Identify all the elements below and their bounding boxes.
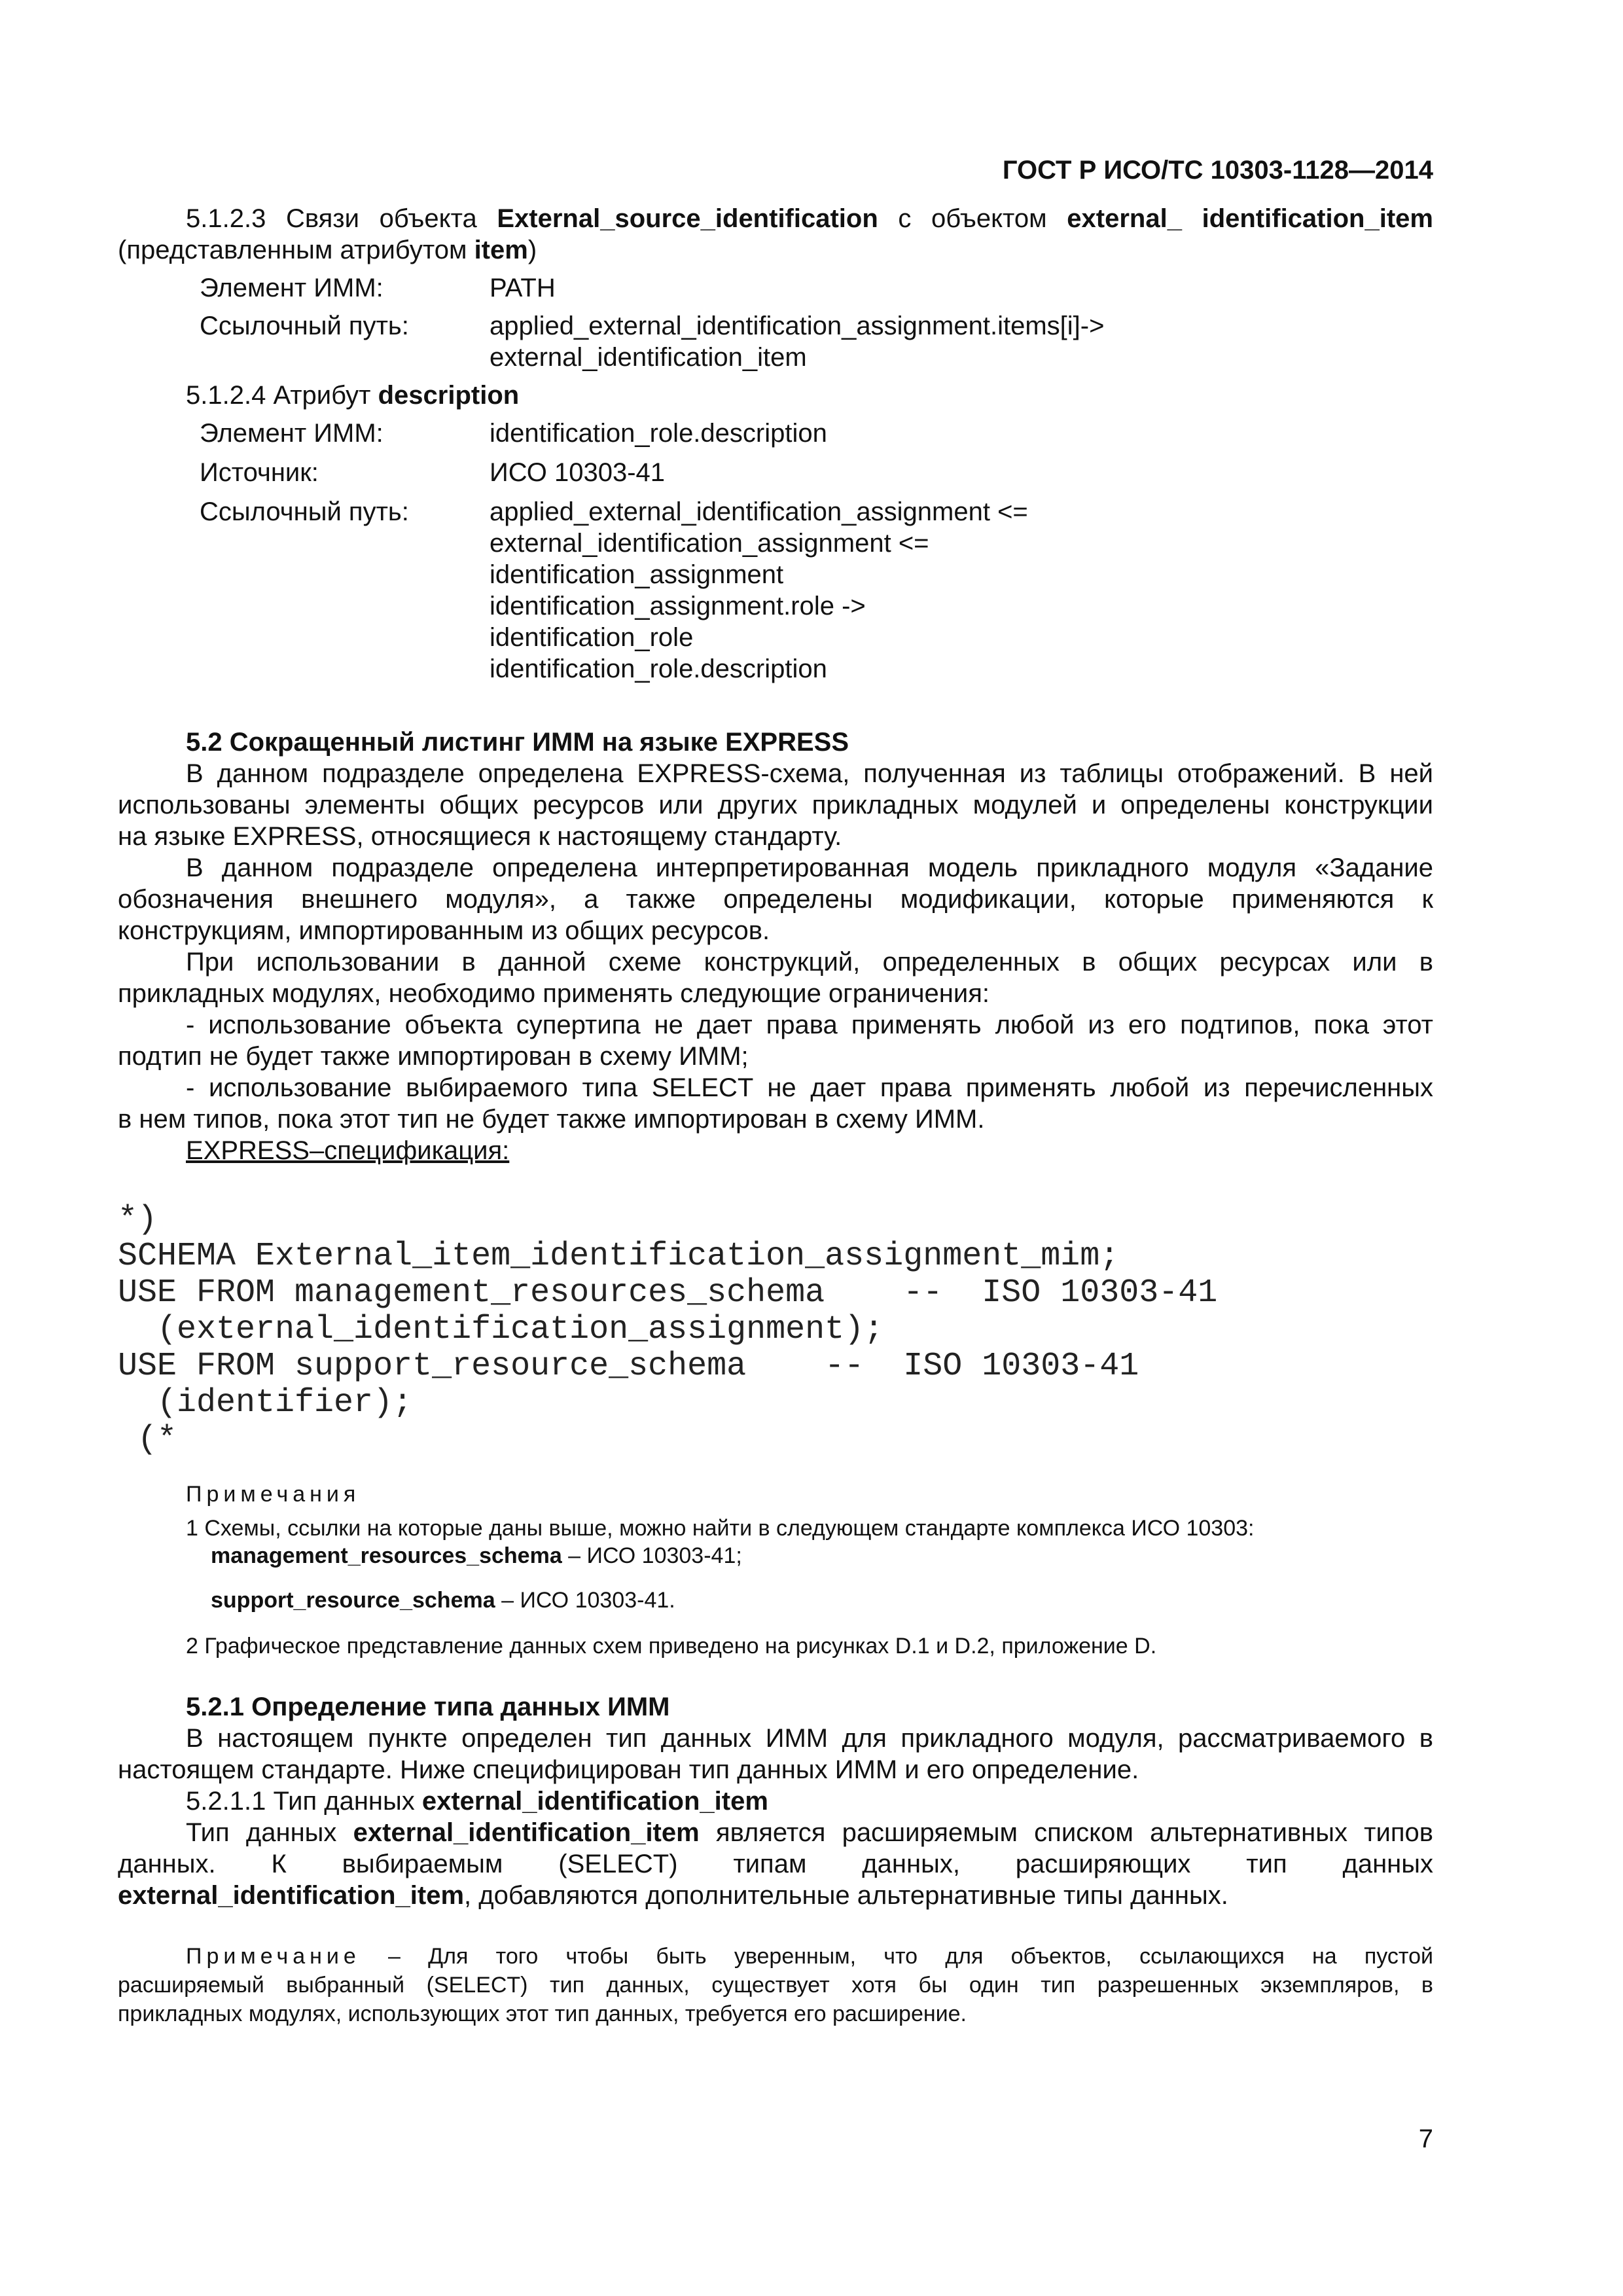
note-1-ref-1 [211,1542,742,1570]
code-line: (* [118,1421,177,1458]
mapping-label: Ссылочный путь: [200,312,409,340]
paragraph-line: использованы элементы общих ресурсов или других прикладных модулей и определены конструкции [118,791,1433,819]
section-5-2-1-heading: 5.2.1 Определение типа данных ИММ [186,1693,670,1721]
code-line: USE FROM management_resources_schema -- ISO 10303-41 [118,1274,1218,1312]
section-5-1-2-3-line2 [118,234,537,266]
paragraph-line: прикладных модулях, необходимо применять следующие ограничения: [118,979,990,1008]
paragraph-line: на языке EXPRESS, относящиеся к настоящему стандарту. [118,822,842,851]
text: , добавляются дополнительные альтернативные типы данных. [464,1881,1228,1910]
paragraph-line: В данном подразделе определена EXPRESS-схема, полученная из таблицы отображений. В ней [186,759,1433,788]
mapping-value: PATH [490,274,556,302]
document-header: ГОСТ Р ИСО/ТС 10303-1128—2014 [1002,156,1433,185]
attr-name: item [474,236,528,264]
final-note-line: прикладных модулях, использующих этот тип данных, требуется его расширение. [118,2001,967,2026]
mapping-label: Элемент ИММ: [200,419,383,448]
attr-prefix: (представленным атрибутом [118,236,474,264]
list-item: - использование объекта супертипа не дает права применять любой из его подтипов, пока этот [186,1011,1433,1039]
note-text: – Для того чтобы быть уверенным, что для объектов, ссылающихся на пустой [388,1944,1433,1969]
note-1: 1 Схемы, ссылки на которые даны выше, можно найти в следующем стандарте комплекса ИСО 10303: [186,1516,1255,1541]
list-item: в нем типов, пока этот тип не будет также импортирован в схему ИММ. [118,1105,985,1134]
paragraph-line: В настоящем пункте определен тип данных ИММ для прикладного модуля, рассматриваемого в [186,1724,1433,1753]
schema-name: support_resource_schema [211,1588,495,1613]
mapping-value: identification_assignment [490,560,784,589]
final-note-line: расширяемый выбранный (SELECT) тип данных, существует хотя бы один тип разрешенных экземпляров, в [118,1973,1433,1998]
page-number: 7 [1418,2125,1433,2153]
mapping-value: ИСО 10303-41 [490,458,666,487]
final-note-line [118,1943,1433,1970]
mapping-label: Элемент ИММ: [200,274,383,302]
section-5-1-2-4-title [186,380,519,411]
list-item: - использование выбираемого типа SELECT не дает права применять любой из перечисленных [186,1073,1433,1102]
note-label: Примечание [186,1944,361,1969]
code-line: (identifier); [118,1384,413,1422]
mapping-value: external_identification_assignment <= [490,529,929,558]
paragraph-line: обозначения внешнего модуля», а также определены модификации, которые применяются к [118,885,1433,914]
section-number: 5.1.2.3 Связи объекта [186,204,477,233]
type-name: external_identification_item [118,1881,465,1910]
type-name: external_identification_item [353,1818,700,1847]
paragraph-line: данных. К выбираемым (SELECT) типам данных, расширяющих тип данных [118,1850,1433,1878]
mapping-value: applied_external_identification_assignment.items[i]-> [490,312,1105,340]
code-line: SCHEMA External_item_identification_assignment_mim; [118,1238,1120,1275]
note-2: 2 Графическое представление данных схем приведено на рисунках D.1 и D.2, приложение D. [186,1634,1157,1659]
notes-title: Примечания [186,1482,361,1507]
section-5-2-heading: 5.2 Сокращенный листинг ИММ на языке EXPRESS [186,728,849,757]
code-line: USE FROM support_resource_schema -- ISO 10303-41 [118,1348,1139,1385]
schema-ref: – ИСО 10303-41. [495,1588,675,1613]
section-number: 5.2.1.1 Тип данных [186,1787,422,1816]
note-1-ref-2 [211,1587,675,1614]
type-name: external_identification_item [421,1787,768,1816]
section-5-1-2-3-title [118,203,1433,234]
mapping-value: identification_assignment.role -> [490,592,866,620]
paragraph-line [118,1817,1433,1848]
paragraph-line [118,1880,1228,1911]
paragraph-line: конструкциям, импортированным из общих ресурсов. [118,916,770,945]
mapping-label: Источник: [200,458,319,487]
object-name: External_source_identification [497,204,878,233]
attribute-name: description [378,381,520,410]
schema-name: management_resources_schema [211,1543,562,1568]
text: является расширяемым списком альтернативных типов [699,1818,1434,1847]
mapping-value: applied_external_identification_assignment <= [490,497,1028,526]
paragraph-line: При использовании в данной схеме конструкций, определенных в общих ресурсах или в [186,948,1433,977]
section-5-2-1-1-title [186,1785,768,1817]
text: Тип данных [186,1818,353,1847]
attr-suffix: ) [527,236,537,264]
mapping-label: Ссылочный путь: [200,497,409,526]
relation-text: с объектом [898,204,1047,233]
paragraph-line: настоящем стандарте. Ниже специфицирован тип данных ИММ и его определение. [118,1755,1139,1784]
mapping-value: identification_role.description [490,655,827,683]
code-line: *) [118,1201,158,1238]
target-name: external_ identification_item [1067,204,1433,233]
schema-ref: – ИСО 10303-41; [562,1543,742,1568]
mapping-value: external_identification_item [490,343,807,372]
code-line: (external_identification_assignment); [118,1311,884,1348]
express-spec-label: EXPRESS–спецификация: [186,1136,510,1165]
list-item: подтип не будет также импортирован в схему ИММ; [118,1042,749,1071]
section-number: 5.1.2.4 Атрибут [186,381,378,410]
mapping-value: identification_role.description [490,419,827,448]
paragraph-line: В данном подразделе определена интерпретированная модель прикладного модуля «Задание [186,853,1433,882]
mapping-value: identification_role [490,623,694,652]
